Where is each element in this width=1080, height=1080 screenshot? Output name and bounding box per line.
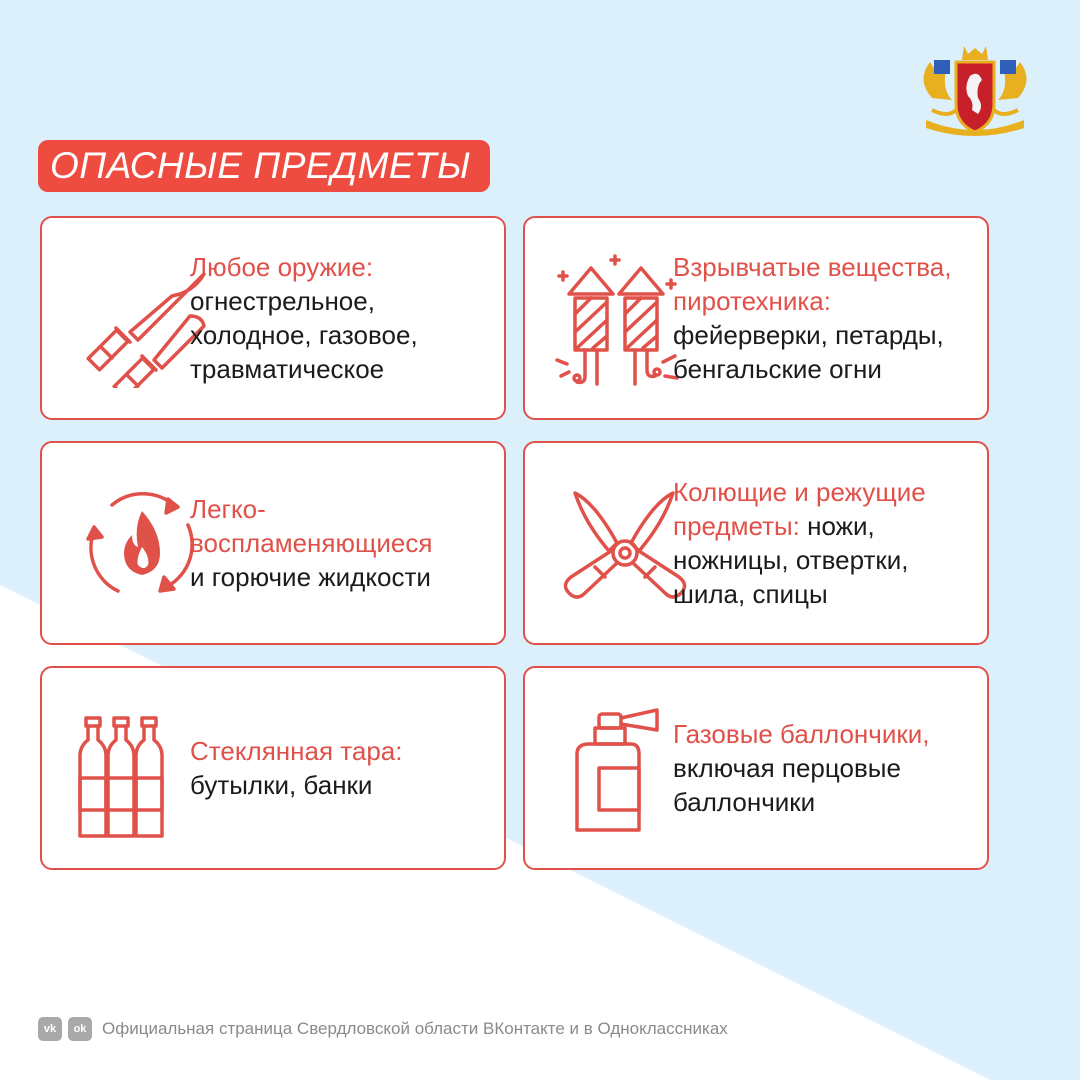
card-highlight: предметы: bbox=[673, 511, 800, 541]
card-highlight: Любое оружие: bbox=[190, 252, 374, 282]
card-highlight: пиротехника: bbox=[673, 286, 831, 316]
card-flammables bbox=[40, 441, 506, 645]
card-highlight: Легко- bbox=[190, 494, 266, 524]
footer-text: Официальная страница Свердловской области ВКонтакте и в Одноклассниках bbox=[102, 1019, 728, 1038]
page-title: ОПАСНЫЕ ПРЕДМЕТЫ bbox=[50, 145, 471, 186]
title-badge bbox=[38, 140, 490, 192]
card-mixed-line bbox=[673, 509, 973, 543]
card-line: включая перцовые bbox=[673, 753, 901, 783]
card-highlight: Взрывчатые вещества, bbox=[673, 252, 952, 282]
card-line: и горючие жидкости bbox=[190, 562, 431, 592]
vk-icon[interactable]: vk bbox=[38, 1017, 62, 1041]
card-line-rest: ножи, bbox=[799, 511, 875, 541]
card-line: баллончики bbox=[673, 787, 816, 817]
card-line: ножницы, отвертки, bbox=[673, 545, 909, 575]
card-highlight: Газовые баллончики, bbox=[673, 719, 930, 749]
card-glass-containers bbox=[40, 666, 506, 870]
coat-of-arms-emblem bbox=[912, 40, 1038, 140]
card-cutting-items bbox=[523, 441, 989, 645]
card-text bbox=[190, 218, 490, 418]
card-highlight: Стеклянная тара: bbox=[190, 736, 403, 766]
card-line: холодное, газовое, bbox=[190, 320, 418, 350]
ok-icon[interactable]: ok bbox=[68, 1017, 92, 1041]
card-text bbox=[673, 668, 973, 868]
card-text bbox=[190, 668, 490, 868]
card-line: бенгальские огни bbox=[673, 354, 882, 384]
card-highlight: Колющие и режущие bbox=[673, 477, 926, 507]
card-text bbox=[190, 443, 490, 643]
card-line: травматическое bbox=[190, 354, 385, 384]
card-text bbox=[673, 443, 973, 643]
card-weapons bbox=[40, 216, 506, 420]
card-line: бутылки, банки bbox=[190, 770, 373, 800]
card-gas-canisters bbox=[523, 666, 989, 870]
card-line: фейерверки, петарды, bbox=[673, 320, 944, 350]
card-line: огнестрельное, bbox=[190, 286, 375, 316]
card-highlight: воспламеняющиеся bbox=[190, 528, 433, 558]
card-explosives bbox=[523, 216, 989, 420]
footer bbox=[38, 1017, 728, 1041]
card-text bbox=[673, 218, 973, 418]
card-line: шила, спицы bbox=[673, 579, 828, 609]
